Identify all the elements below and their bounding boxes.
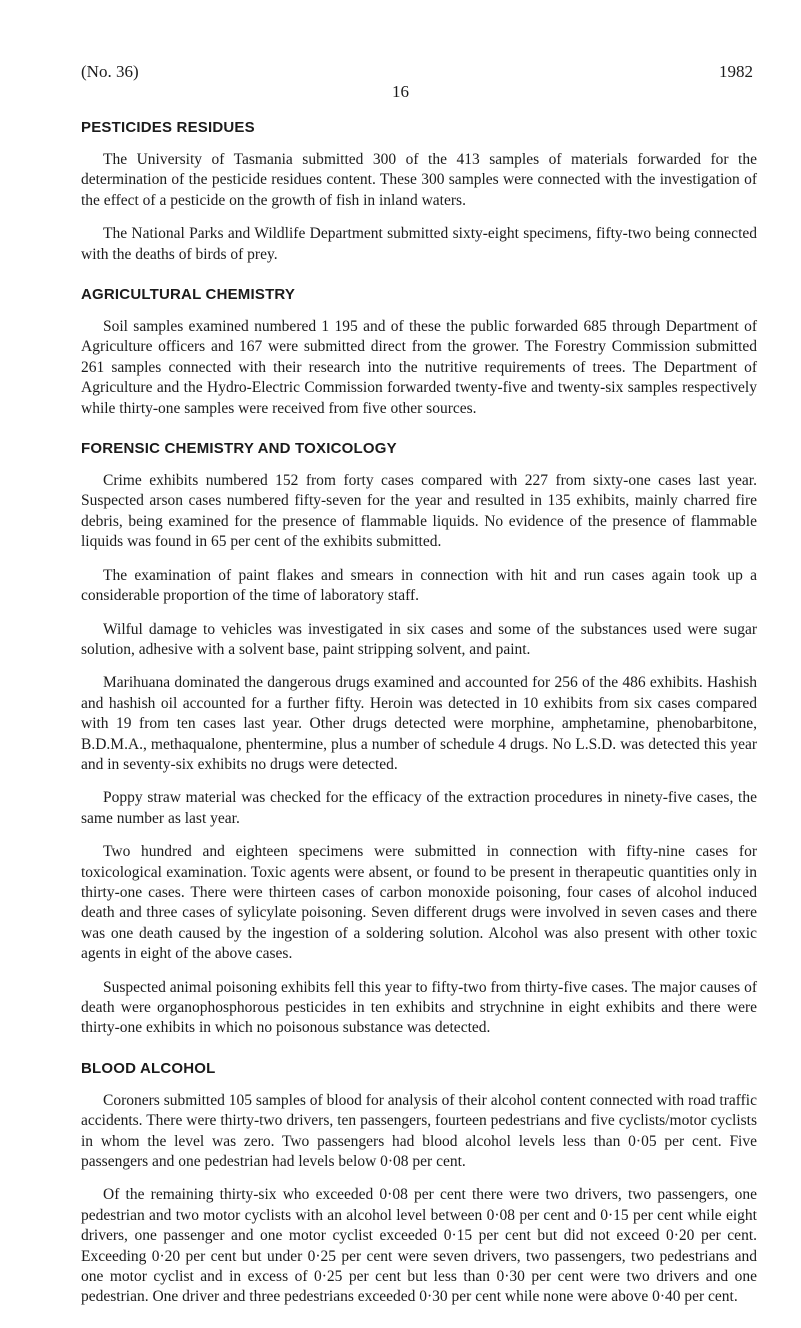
paragraph: Soil samples examined numbered 1 195 and of these the public forwarded 685 through Department of Agriculture officers and 167 were submitted direct from the grower. The Forestry Commission submitted 261 samples connected with their research into the nutritive requirements of trees. The Department of Agriculture and the Hydro-Electric Commission forwarded twenty-five and twenty-six samples respectively while thirty-one samples were received from five other sources. [81, 318, 757, 417]
document-body [81, 118, 757, 1328]
paragraph: The examination of paint flakes and smears in connection with hit and run cases again took up a considerable proportion of the time of laboratory staff. [81, 566, 757, 605]
section-pesticides-residues [81, 118, 757, 265]
section-heading: FORENSIC CHEMISTRY AND TOXICOLOGY [81, 440, 397, 458]
document-year: 1982 [719, 62, 753, 81]
section-agricultural-chemistry [81, 285, 757, 419]
paragraph: Wilful damage to vehicles was investigated in six cases and some of the substances used were sugar solution, adhesive with a solvent base, paint stripping solvent, and paint. [81, 620, 757, 658]
document-number: (No. 36) [81, 62, 139, 81]
paragraph: Coroners submitted 105 samples of blood for analysis of their alcohol content connected with road traffic accidents. There were thirty-two drivers, ten passengers, fourteen pedestrians and five cyclists/motor cyclists in whom the level was zero. Two passengers had blood alcohol levels less than 0·05 per cent. Five passengers and one pedestrian had levels below 0·08 per cent. [81, 1091, 757, 1171]
section-blood-alcohol [81, 1059, 757, 1308]
paragraph: Of the remaining thirty-six who exceeded 0·08 per cent there were two drivers, two passengers, one pedestrian and two motor cyclists with an alcohol level between 0·08 per cent and 0·15 per cent while eight drivers, one passenger and one motor cyclist exceeded 0·15 per cent but did not exceed 0·20 per cent. Exceeding 0·20 per cent but under 0·25 per cent were seven drivers, two passengers, two pedestrians and one motor cyclist and in excess of 0·25 per cent but less than 0·30 per cent were two drivers and one pedestrian. One driver and three pedestrians exceeded 0·30 per cent while none were above 0·40 per cent. [81, 1186, 757, 1306]
paragraph: Poppy straw material was checked for the efficacy of the extraction procedures in ninety-five cases, the same number as last year. [81, 789, 757, 827]
paragraph: The University of Tasmania submitted 300 of the 413 samples of materials forwarded for the determination of the pesticide residues content. These 300 samples were connected with the investigation of the effect of a pesticide on the growth of fish in inland waters. [81, 151, 757, 209]
paragraph: The National Parks and Wildlife Department submitted sixty-eight specimens, fifty-two being connected with the deaths of birds of prey. [81, 225, 757, 263]
paragraph: Crime exhibits numbered 152 from forty cases compared with 227 from sixty-one cases last year. Suspected arson cases numbered fifty-seven for the year and resulted in 135 exhibits, mainly charred fire debris, being examined for the presence of flammable liquids. No evidence of the presence of flammable liquids was found in 65 per cent of the exhibits submitted. [81, 472, 757, 551]
paragraph: Two hundred and eighteen specimens were submitted in connection with fifty-nine cases for toxicological examination. Toxic agents were absent, or found to be present in therapeutic quantities only in thirty-one cases. There were thirteen cases of carbon monoxide poisoning, four cases of alcohol induced death and three cases of sylicylate poisoning. Seven different drugs were involved in seven cases and there was one death caused by the ingestion of a soldering solution. Alcohol was also present with other toxic agents in eight of the above cases. [81, 843, 757, 963]
section-forensic-chemistry [81, 439, 757, 1039]
paragraph: Suspected animal poisoning exhibits fell this year to fifty-two from thirty-five cases. The major causes of death were organophosphorous pesticides in ten exhibits and strychnine in eight exhibits and there were thirty-one exhibits in which no poisonous substance was detected. [81, 978, 757, 1037]
paragraph: Marihuana dominated the dangerous drugs examined and accounted for 256 of the 486 exhibits. Hashish and hashish oil accounted for a further fifty. Heroin was detected in 10 exhibits from six cases compared with 19 from ten cases last year. Other drugs detected were morphine, amphetamine, phenobarbitone, B.D.M.A., methaqualone, phentermine, plus a number of schedule 4 drugs. No L.S.D. was detected this year and in seventy-six exhibits no drugs were detected. [81, 674, 757, 773]
section-heading: AGRICULTURAL CHEMISTRY [81, 286, 296, 304]
section-heading: BLOOD ALCOHOL [81, 1059, 216, 1077]
page-number: 16 [392, 82, 409, 101]
section-heading: PESTICIDES RESIDUES [81, 119, 255, 136]
